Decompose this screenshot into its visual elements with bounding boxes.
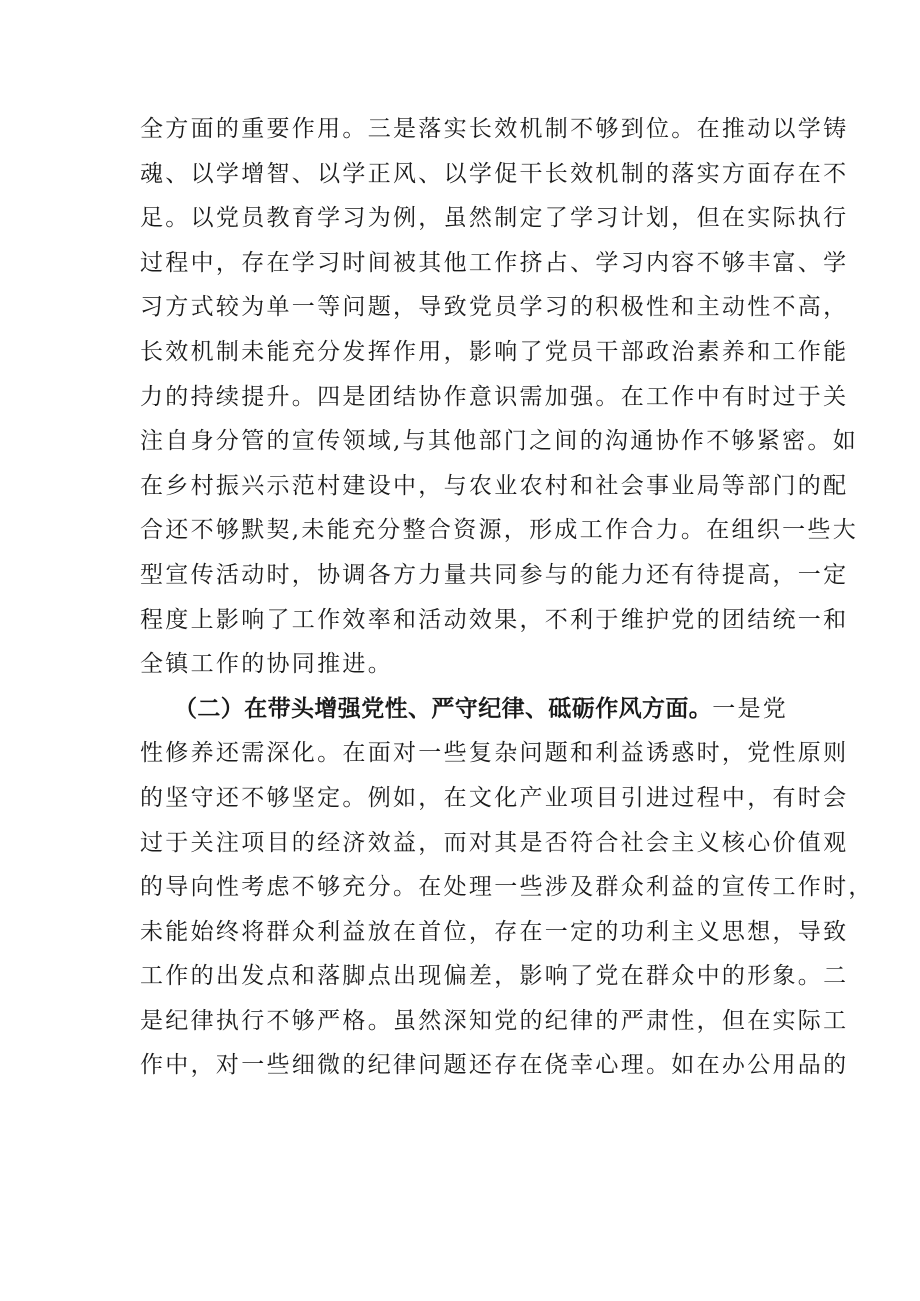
paragraph-line: 型宣传活动时，协调各方力量共同参与的能力还有待提高，一定 xyxy=(140,561,849,588)
document-body xyxy=(140,107,874,1088)
paragraph-line: 未能始终将群众利益放在首位，存在一定的功利主义思想，导致 xyxy=(140,918,849,945)
paragraph-line: 的导向性考虑不够充分。在处理一些涉及群众利益的宣传工作时， xyxy=(140,874,874,901)
paragraph-line: 力的持续提升。四是团结协作意识需加强。在工作中有时过于关 xyxy=(140,383,849,410)
paragraph-line: 的坚守还不够坚定。例如，在文化产业项目引进过程中，有时会 xyxy=(140,784,849,811)
paragraph-line: 在乡村振兴示范村建设中，与农业农村和社会事业局等部门的配 xyxy=(140,472,849,499)
section-heading: （二）在带头增强党性、严守纪律、砥砺作风方面。 xyxy=(174,695,713,722)
paragraph-line: 全方面的重要作用。三是落实长效机制不够到位。在推动以学铸 xyxy=(140,116,849,142)
paragraph-line: 合还不够默契,未能充分整合资源，形成工作合力。在组织一些大 xyxy=(140,517,859,544)
paragraph-line: 过程中，存在学习时间被其他工作挤占、学习内容不够丰富、学 xyxy=(140,249,849,276)
paragraph-line: 魂、以学增智、以学正风、以学促干长效机制的落实方面存在不 xyxy=(140,160,849,187)
paragraph-line: 长效机制未能充分发挥作用，影响了党员干部政治素养和工作能 xyxy=(140,338,849,365)
section-heading-line xyxy=(140,687,800,732)
paragraph-line: 足。以党员教育学习为例，虽然制定了学习计划，但在实际执行 xyxy=(140,205,849,232)
paragraph-line: 工作的出发点和落脚点出现偏差，影响了党在群众中的形象。二 xyxy=(140,963,849,990)
paragraph-line: 注自身分管的宣传领域,与其他部门之间的沟通协作不够紧密。如 xyxy=(140,428,859,455)
section-heading-continuation: 一是党 xyxy=(712,695,789,722)
paragraph-line: 是纪律执行不够严格。虽然深知党的纪律的严肃性，但在实际工 xyxy=(140,1007,849,1034)
paragraph-line: 作中，对一些细微的纪律问题还存在侥幸心理。如在办公用品的 xyxy=(140,1052,849,1079)
paragraph-line: 过于关注项目的经济效益，而对其是否符合社会主义核心价值观 xyxy=(140,829,849,856)
paragraph-line: 程度上影响了工作效率和活动效果，不利于维护党的团结统一和 xyxy=(140,606,849,633)
paragraph-line: 习方式较为单一等问题，导致党员学习的积极性和主动性不高， xyxy=(140,294,849,321)
paragraph-line: 性修养还需深化。在面对一些复杂问题和利益诱惑时，党性原则 xyxy=(140,740,849,767)
paragraph-line: 全镇工作的协同推进。 xyxy=(140,651,393,678)
